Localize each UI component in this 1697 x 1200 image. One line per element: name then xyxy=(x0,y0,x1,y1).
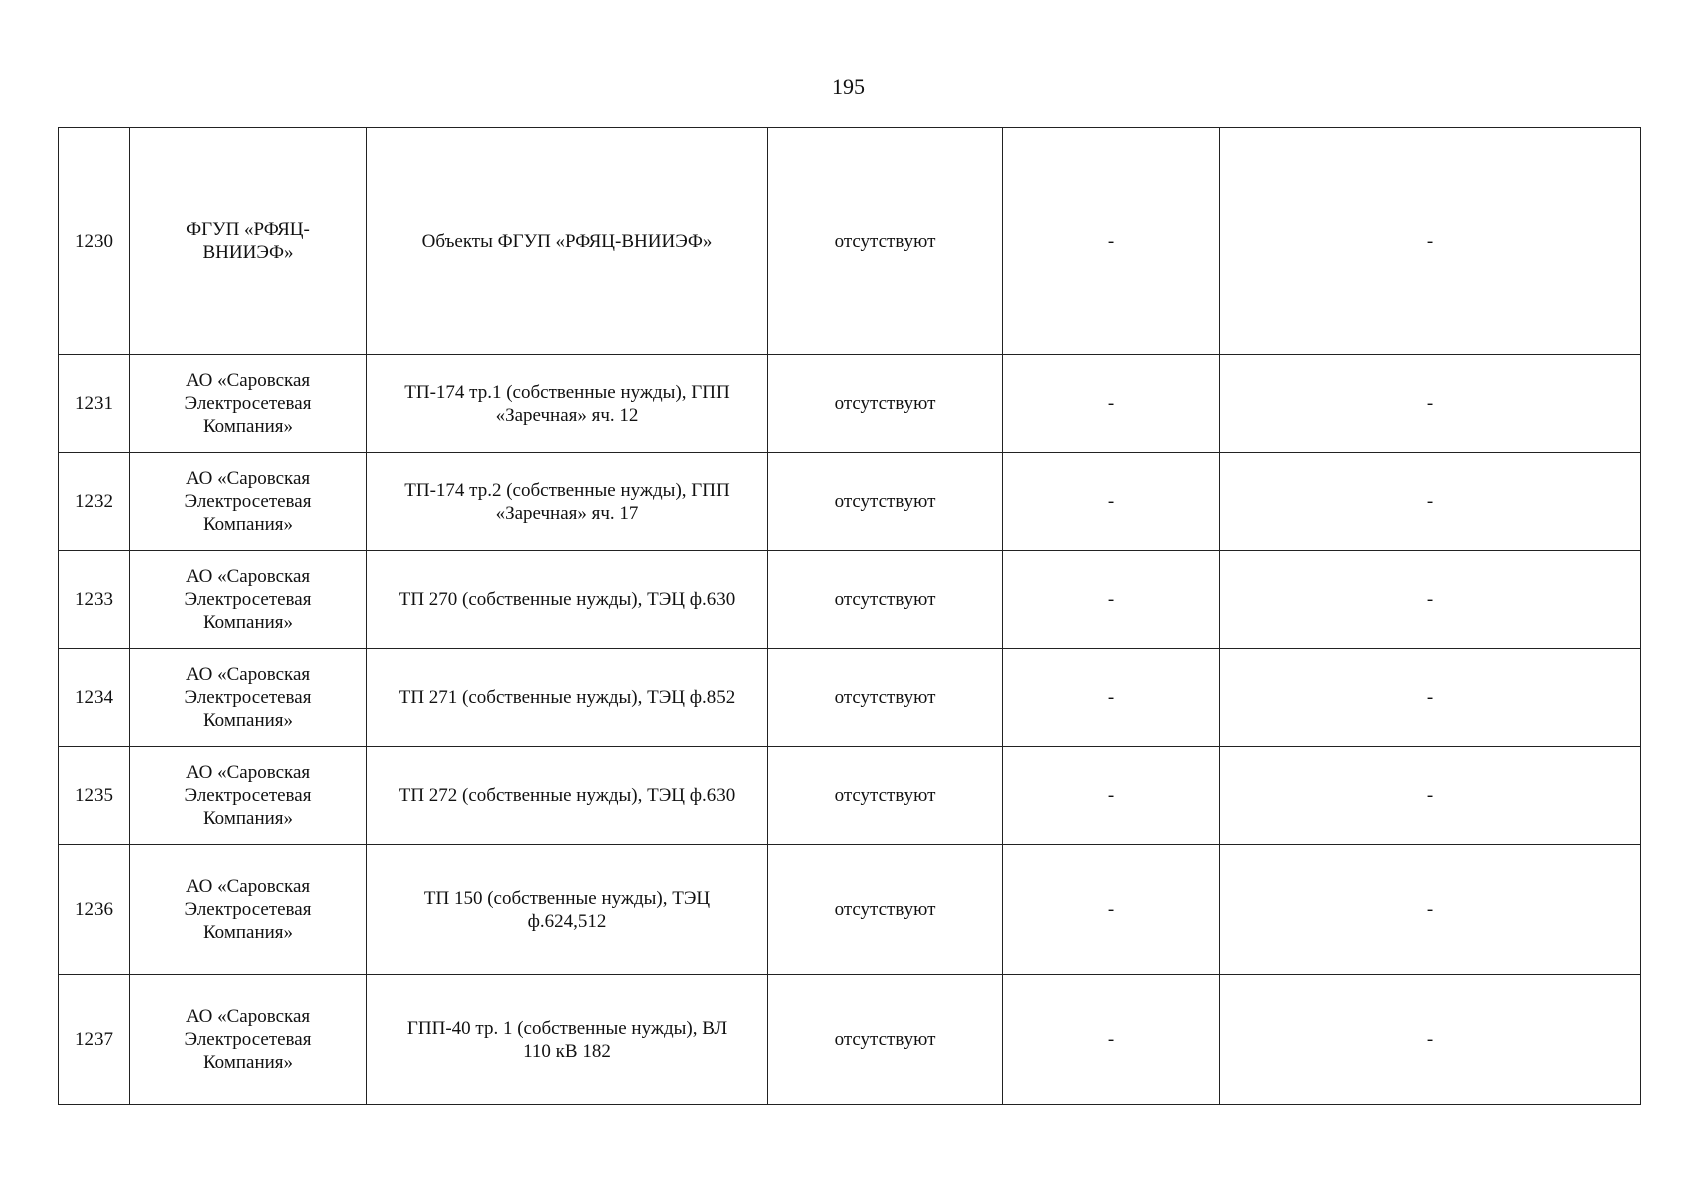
organization-name: АО «Саровская Электросетевая Компания» xyxy=(184,762,312,829)
row-number: 1234 xyxy=(59,649,130,747)
organization-cell xyxy=(130,975,367,1105)
object-name: ТП 150 (собственные нужды), ТЭЦ ф.624,512 xyxy=(423,887,711,932)
dash-cell: - xyxy=(1003,128,1220,355)
object-name: ТП-174 тр.1 (собственные нужды), ГПП «Заречная» яч. 12 xyxy=(404,381,730,426)
data-table xyxy=(58,127,1641,1105)
object-name: ТП-174 тр.2 (собственные нужды), ГПП «Заречная» яч. 17 xyxy=(404,479,730,524)
organization-cell xyxy=(130,551,367,649)
organization-cell xyxy=(130,128,367,355)
page-number: 195 xyxy=(832,74,865,99)
dash-cell: - xyxy=(1220,975,1641,1105)
object-cell: ТП 271 (собственные нужды), ТЭЦ ф.852 xyxy=(367,649,768,747)
organization-cell xyxy=(130,649,367,747)
organization-name: АО «Саровская Электросетевая Компания» xyxy=(184,566,312,633)
status-cell: отсутствуют xyxy=(768,128,1003,355)
table-row xyxy=(59,649,1641,747)
dash-cell: - xyxy=(1220,845,1641,975)
status-cell: отсутствуют xyxy=(768,355,1003,453)
dash-cell: - xyxy=(1220,453,1641,551)
dash-cell: - xyxy=(1003,453,1220,551)
dash-cell: - xyxy=(1003,649,1220,747)
dash-cell: - xyxy=(1220,649,1641,747)
object-cell xyxy=(367,355,768,453)
table-row xyxy=(59,355,1641,453)
object-cell xyxy=(367,975,768,1105)
status-cell: отсутствуют xyxy=(768,453,1003,551)
row-number: 1237 xyxy=(59,975,130,1105)
status-cell: отсутствуют xyxy=(768,845,1003,975)
object-cell xyxy=(367,453,768,551)
row-number: 1235 xyxy=(59,747,130,845)
row-number: 1230 xyxy=(59,128,130,355)
organization-name: АО «Саровская Электросетевая Компания» xyxy=(184,370,312,437)
organization-name: ФГУП «РФЯЦ-ВНИИЭФ» xyxy=(186,219,310,263)
status-cell: отсутствуют xyxy=(768,747,1003,845)
table-row xyxy=(59,128,1641,355)
object-cell xyxy=(367,845,768,975)
status-cell: отсутствуют xyxy=(768,975,1003,1105)
organization-cell xyxy=(130,747,367,845)
table-row xyxy=(59,845,1641,975)
organization-name: АО «Саровская Электросетевая Компания» xyxy=(184,468,312,535)
dash-cell: - xyxy=(1220,128,1641,355)
dash-cell: - xyxy=(1003,551,1220,649)
organization-cell xyxy=(130,453,367,551)
table-row xyxy=(59,975,1641,1105)
row-number: 1231 xyxy=(59,355,130,453)
dash-cell: - xyxy=(1220,747,1641,845)
table-row xyxy=(59,453,1641,551)
object-name: ГПП-40 тр. 1 (собственные нужды), ВЛ 110 кВ 182 xyxy=(406,1017,728,1062)
object-cell: Объекты ФГУП «РФЯЦ-ВНИИЭФ» xyxy=(367,128,768,355)
table-row xyxy=(59,551,1641,649)
dash-cell: - xyxy=(1003,845,1220,975)
dash-cell: - xyxy=(1003,747,1220,845)
organization-name: АО «Саровская Электросетевая Компания» xyxy=(184,876,312,943)
status-cell: отсутствуют xyxy=(768,649,1003,747)
dash-cell: - xyxy=(1003,975,1220,1105)
organization-cell xyxy=(130,845,367,975)
organization-name: АО «Саровская Электросетевая Компания» xyxy=(184,1006,312,1073)
dash-cell: - xyxy=(1220,355,1641,453)
dash-cell: - xyxy=(1220,551,1641,649)
object-cell: ТП 270 (собственные нужды), ТЭЦ ф.630 xyxy=(367,551,768,649)
organization-name: АО «Саровская Электросетевая Компания» xyxy=(184,664,312,731)
organization-cell xyxy=(130,355,367,453)
dash-cell: - xyxy=(1003,355,1220,453)
status-cell: отсутствуют xyxy=(768,551,1003,649)
object-cell: ТП 272 (собственные нужды), ТЭЦ ф.630 xyxy=(367,747,768,845)
row-number: 1232 xyxy=(59,453,130,551)
row-number: 1233 xyxy=(59,551,130,649)
table-row xyxy=(59,747,1641,845)
row-number: 1236 xyxy=(59,845,130,975)
